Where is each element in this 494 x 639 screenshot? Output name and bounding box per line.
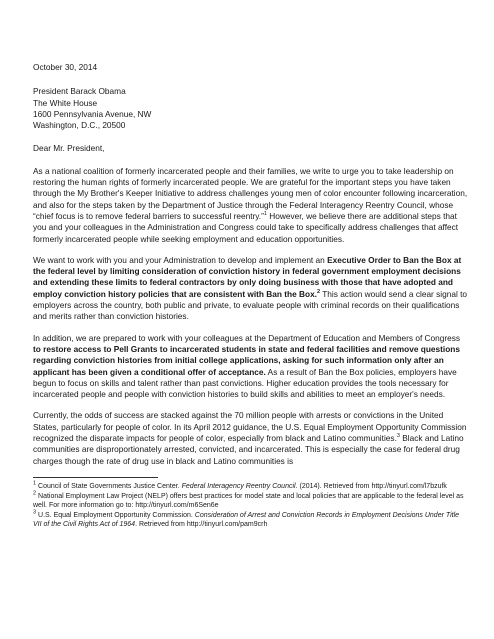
footnote-3 [33,511,468,530]
paragraph-text: Black and Latino communities are disproportionately arrested, convicted, and incarcerated. This is especially the case for federal drug charges though the rate of drug use in black and Latino communities is [33,433,464,466]
footnote-text: Council of State Governments Justice Center. [36,482,182,490]
footnote-number: 3 [33,509,37,516]
address-line: Washington, D.C., 20500 [33,120,126,131]
paragraph-3 [33,333,468,401]
paragraph-text: In addition, we are prepared to work with your colleagues at the Department of Education and Members of Congress [33,332,461,343]
footnote-text: . (2014). Retrieved from http://tinyurl.com/l7bzufk [295,482,447,490]
footnote-ref-2: 2 [317,288,321,295]
paragraph-2 [33,255,468,323]
paragraph-text: As a result of Ban the Box policies, employers have begun to focus on skills and talent rather than past convictions. Higher education provides the tools necessary for incarcerated people and people with conviction histories to build skills and abilities to meet an employer's needs. [33,366,457,400]
footnote-title: Consideration of Arrest and Conviction Records in Employment Decisions Under Title VII of the Civil Rights Act of 1964 [33,511,460,529]
paragraph-text: We want to work with you and your Administration to develop and implement an [33,254,328,265]
paragraph-text: Currently, the odds of success are stacked against the 70 million people with arrests or convictions in the United States, particularly for people of color. In its April 2012 guidance, the U.S. Equal Employment Opportunity Commission recognized the disparate impacts for people of color, especially from black and Latino communities. [33,410,467,444]
footnote-text: . Retrieved from http://tinyurl.com/pam9crh [135,521,268,529]
footnotes [33,482,468,529]
letter-date: October 30, 2014 [33,62,98,72]
footnote-ref-1: 1 [263,211,267,218]
footnote-number: 1 [33,480,37,487]
footnote-text: U.S. Equal Employment Opportunity Commission. [36,511,195,519]
salutation: Dear Mr. President, [33,143,105,154]
footnote-ref-3: 3 [396,433,400,440]
paragraph-bold-text: to restore access to Pell Grants to incarcerated students in state and federal facilities and remove questions regarding conviction histories from initial college applications, asking for such information only after an applicant has been given a conditional offer of acceptance. [33,343,460,377]
footnote-text: National Employment Law Project (NELP) offers best practices for model state and local policies that are applicable to the federal level as well. For more information go to: http://tinyurl.com/m6Sen6e [33,492,464,509]
footnote-divider [33,477,158,478]
paragraph-text: However, we believe there are additional steps that you and your colleagues in the Administration and Congress could take to specifically address challenges that affect formerly incarcerated people while seeking employment and education opportunities. [33,210,459,244]
footnote-2 [33,492,468,511]
paragraph-4 [33,410,468,466]
footnote-1 [33,482,468,491]
paragraph-text: As a national coalition of formerly incarcerated people and their families, we write to urge you to take leadership on restoring the human rights of formerly incarcerated people. We are grateful for the important steps you have taken through the My Brother's Keeper Initiative to address challenges young men of color encounter following incarceration, and also for the steps taken by the Department of Justice through the Federal Interagency Reentry Council, whose “chief focus is to remove federal barriers to successful reentry.” [33,165,468,221]
footnote-number: 2 [33,490,37,497]
paragraph-1 [33,166,468,245]
address-line: President Barack Obama [33,86,126,97]
address-line: The White House [33,97,98,108]
paragraph-text: This action would send a clear signal to employers across the country, both public and private, to evaluate people with criminal records on their qualifications and merits rather than conviction histories. [33,288,468,322]
footnote-title: Federal Interagency Reentry Council [181,482,296,490]
recipient-address [33,86,468,131]
address-line: 1600 Pennsylvania Avenue, NW [33,108,152,119]
paragraph-bold-text: Executive Order to Ban the Box at the federal level by limiting consideration of conviction history in federal government employment decisions and extending these limits to federal contractors by only doing business with those that have adopted and employ conviction history policies that are consistent with Ban the Box. [33,254,462,299]
